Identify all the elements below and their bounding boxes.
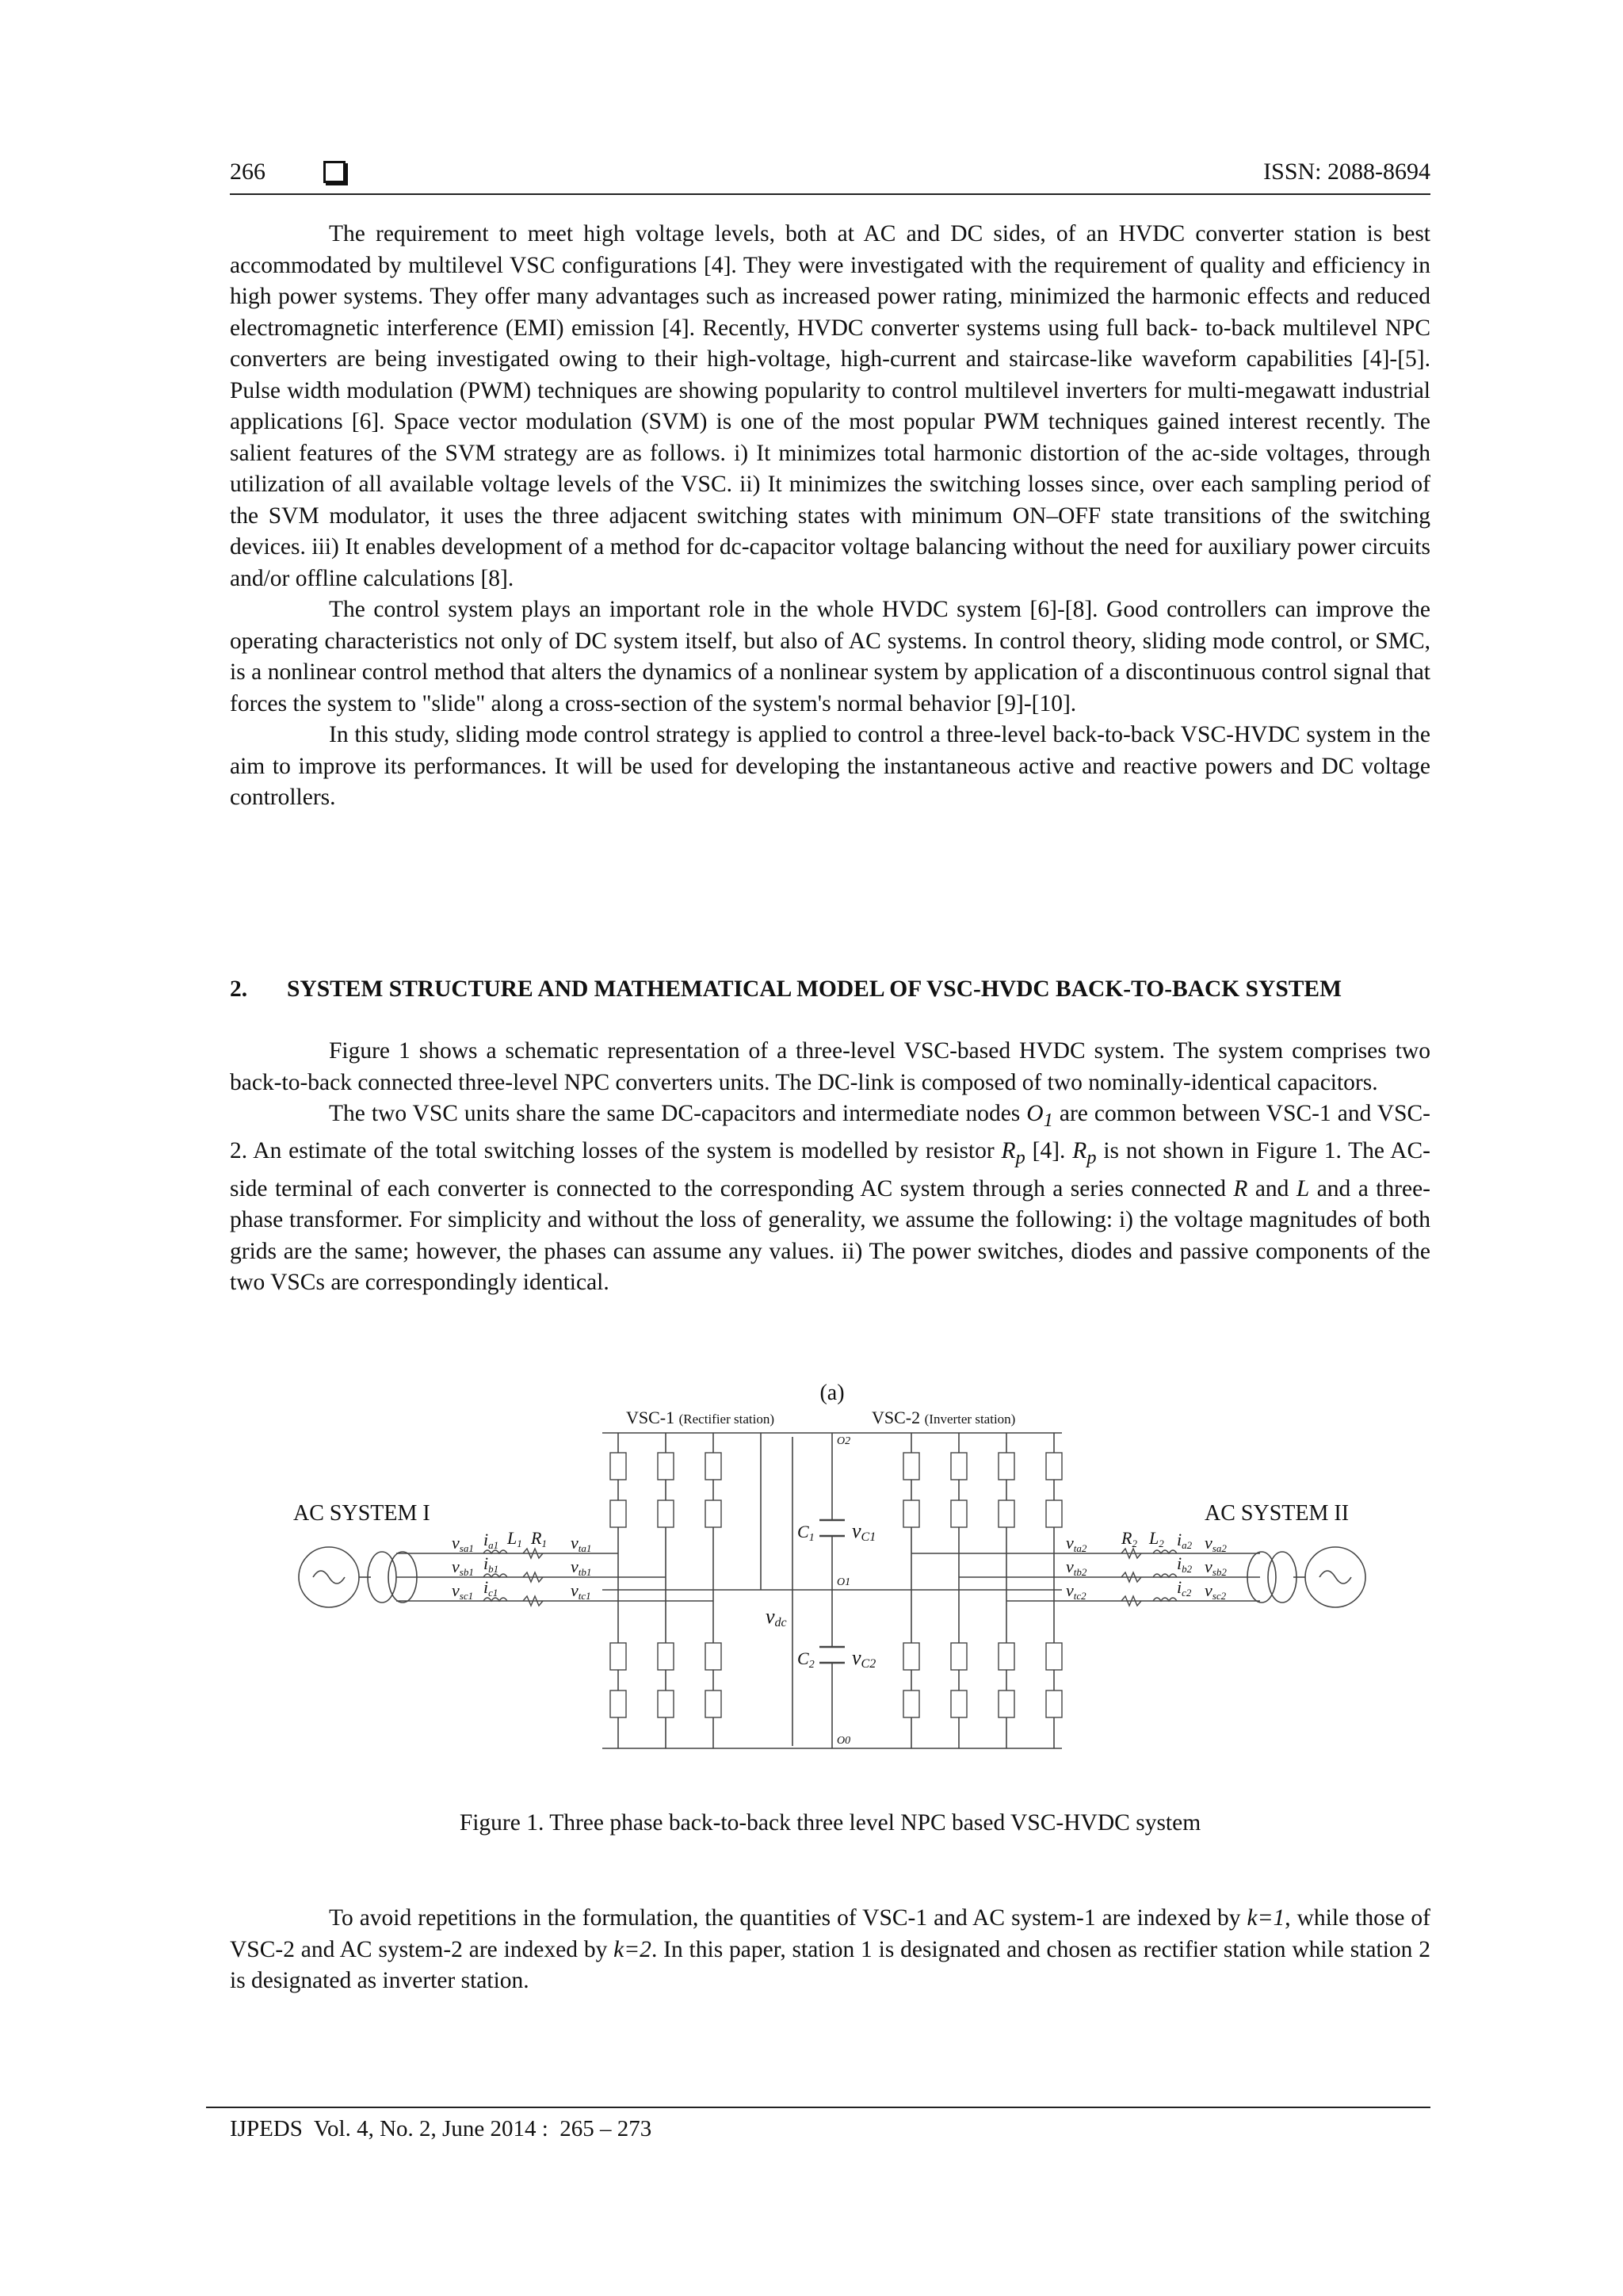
section-number: 2. bbox=[230, 976, 248, 1002]
label-vta2: vta2 bbox=[1066, 1533, 1087, 1554]
circuit-figure bbox=[293, 1377, 1371, 1758]
closing-text bbox=[230, 1903, 1430, 1997]
paragraph: The control system plays an important role in the whole HVDC system [6]-[8]. Good controllers can improve the operating characteristics not only of DC system itself, but also of AC systems. In control theory, sliding mode control, or SMC, is a nonlinear control method that alters the dynamics of a nonlinear system by application of a discontinuous control signal that forces the system to "slide" along a cross-section of the system's normal behavior [9]-[10]. bbox=[230, 597, 1430, 716]
voltage-vc2-label: vC2 bbox=[852, 1646, 876, 1671]
intro-text bbox=[230, 219, 1430, 814]
paragraph: In this study, sliding mode control strategy is applied to control a three-level back-to-back VSC-HVDC system in the aim to improve its performances. It will be used for developing the instantaneous active and reactive powers and DC voltage controllers. bbox=[230, 722, 1430, 810]
label-vsb2: vsb2 bbox=[1205, 1557, 1227, 1578]
label-ib2: ib2 bbox=[1177, 1553, 1193, 1575]
figure-caption: Figure 1. Three phase back-to-back three level NPC based VSC-HVDC system bbox=[459, 1810, 1201, 1836]
section-title: SYSTEM STRUCTURE AND MATHEMATICAL MODEL OF VSC-HVDC BACK-TO-BACK SYSTEM bbox=[287, 976, 1342, 1002]
voltage-vc1-label: vC1 bbox=[852, 1519, 876, 1544]
panel-label: (a) bbox=[819, 1381, 845, 1405]
node-o0: O0 bbox=[837, 1735, 851, 1747]
label-ia1: ia1 bbox=[483, 1530, 499, 1551]
label-vsa1: vsa1 bbox=[452, 1533, 474, 1554]
label-vsb1: vsb1 bbox=[452, 1557, 474, 1578]
label-vtc1: vtc1 bbox=[571, 1580, 591, 1602]
label-l1: L1 bbox=[507, 1528, 522, 1549]
header-square-icon bbox=[323, 161, 346, 183]
voltage-vdc-label: vdc bbox=[766, 1605, 787, 1629]
label-vtc2: vtc2 bbox=[1066, 1580, 1086, 1602]
label-ib1: ib1 bbox=[483, 1553, 499, 1575]
ac-system-2-label: AC SYSTEM II bbox=[1205, 1501, 1350, 1526]
issn: ISSN: 2088-8694 bbox=[1263, 159, 1430, 185]
node-o2: O2 bbox=[837, 1435, 851, 1447]
paragraph: The two VSC units share the same DC-capacitors and intermediate nodes $O_1$ are common between VSC-1 and VSC-2. An estimate of the total switching losses of the system is modelled by resistor $R_p$ [4]. $R_p$ is not shown in Figure 1. The AC-side terminal of each converter is connected to the corresponding AC system through a series connected R and L and a three-phase transformer. For simplicity and without the loss of generality, we assume the following: i) the voltage magnitudes of both grids are the same; however, the phases can assume any values. ii) The power switches, diodes and passive components of the two VSCs are correspondingly identical. bbox=[230, 1101, 1431, 1296]
label-ia2: ia2 bbox=[1177, 1530, 1193, 1551]
label-r1: R1 bbox=[531, 1528, 547, 1549]
vsc1-label: VSC-1 (Rectifier station) bbox=[626, 1408, 774, 1427]
page-number: 266 bbox=[230, 159, 265, 185]
paragraph: Figure 1 shows a schematic representation of a three-level VSC-based HVDC system. The system comprises two back-to-back connected three-level NPC converters units. The DC-link is composed of two nominally-identical capacitors. bbox=[230, 1038, 1430, 1095]
page-header bbox=[230, 154, 1430, 195]
label-vsa2: vsa2 bbox=[1205, 1533, 1227, 1554]
label-ic1: ic1 bbox=[483, 1577, 498, 1599]
label-vsc2: vsc2 bbox=[1205, 1580, 1227, 1602]
journal-citation: IJPEDS Vol. 4, No. 2, June 2014 : 265 – 273 bbox=[230, 2116, 652, 2141]
page-footer bbox=[206, 2107, 1430, 2146]
label-vtb1: vtb1 bbox=[571, 1557, 592, 1578]
capacitor-c1-label: C1 bbox=[797, 1522, 815, 1544]
vsc2-label: VSC-2 (Inverter station) bbox=[872, 1408, 1016, 1427]
label-ic2: ic2 bbox=[1177, 1577, 1192, 1599]
label-vsc1: vsc1 bbox=[452, 1580, 474, 1602]
label-vtb2: vtb2 bbox=[1066, 1557, 1087, 1578]
label-vta1: vta1 bbox=[571, 1533, 592, 1554]
capacitor-c2-label: C2 bbox=[797, 1648, 815, 1671]
section-text bbox=[230, 1036, 1430, 1299]
label-r2: R2 bbox=[1121, 1528, 1137, 1549]
circuit-diagram bbox=[293, 1377, 1371, 1758]
label-l2: L2 bbox=[1149, 1528, 1164, 1549]
node-o1: O1 bbox=[837, 1576, 851, 1588]
paragraph: The requirement to meet high voltage levels, both at AC and DC sides, of an HVDC converter station is best accommodated by multilevel VSC configurations [4]. They were investigated with the requirement of quality and efficiency in high power systems. They offer many advantages such as increased power rating, minimized the harmonic effects and reduced electromagnetic interference (EMI) emission [4]. Recently, HVDC converter systems using full back- to-back multilevel NPC converters are being investigated owing to their high-voltage, high-current and staircase-like waveform capabilities [4]-[5]. Pulse width modulation (PWM) techniques are showing popularity to control multilevel inverters for multi-megawatt industrial applications [6]. Space vector modulation (SVM) is one of the most popular PWM techniques gained interest recently. The salient features of the SVM strategy are as follows. i) It minimizes total harmonic distortion of the ac-side voltages, through utilization of all available voltage levels of the VSC. ii) It minimizes the switching losses since, over each sampling period of the SVM modulator, it uses the three adjacent switching states with minimum ON–OFF state transitions of the switching devices. iii) It enables development of a method for dc-capacitor voltage balancing without the need for auxiliary power circuits and/or offline calculations [8]. bbox=[230, 221, 1430, 591]
ac-system-1-label: AC SYSTEM I bbox=[293, 1501, 430, 1526]
paragraph: To avoid repetitions in the formulation, the quantities of VSC-1 and AC system-1 are indexed by k=1, while those of VSC-2 and AC system-2 are indexed by k=2. In this paper, station 1 is designated and chosen as rectifier station while station 2 is designated as inverter station. bbox=[230, 1905, 1431, 1993]
